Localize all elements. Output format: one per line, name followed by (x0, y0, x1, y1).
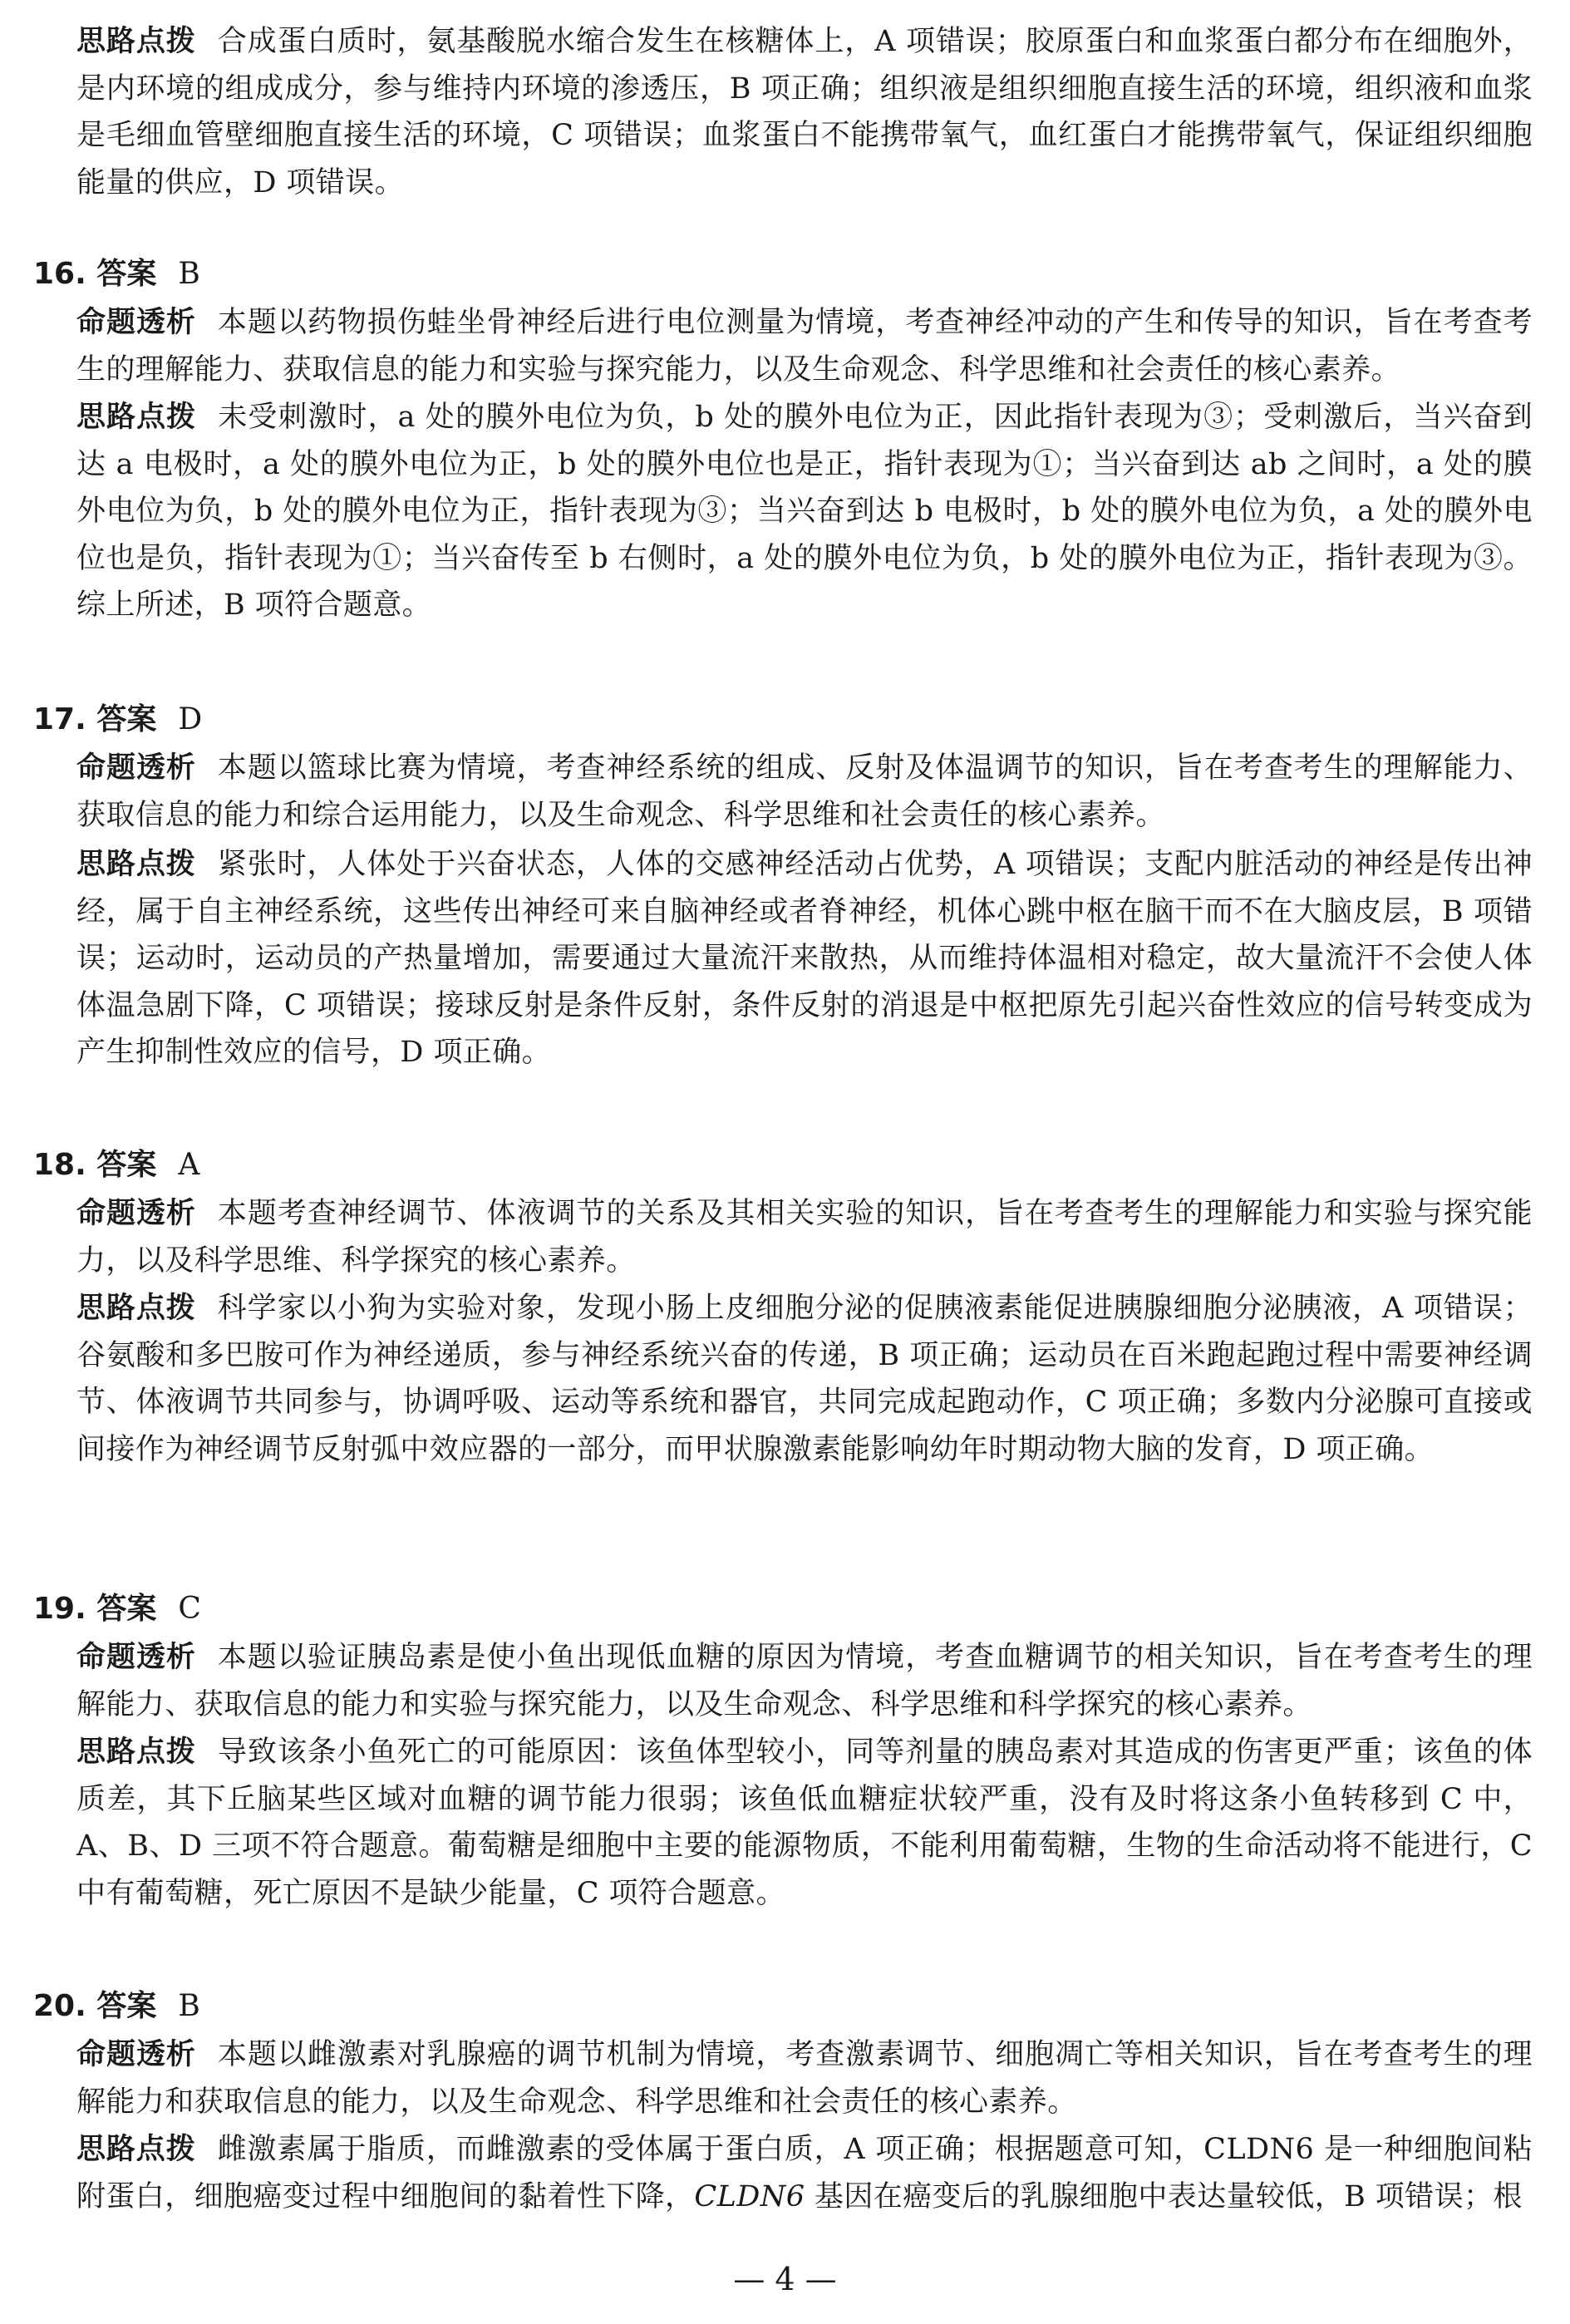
prev-hint-paragraph (76, 18, 1533, 206)
q16-answer-line (33, 251, 200, 298)
answer-value: D (178, 702, 203, 736)
gene-name: CLDN6 (694, 2179, 805, 2213)
answer-label: 答案 (96, 1989, 157, 2023)
q16-analysis (76, 299, 1533, 393)
answer-value: B (178, 1989, 200, 2023)
q19-answer-line (33, 1586, 201, 1632)
hint-text: 未受刺激时，a 处的膜外电位为负，b 处的膜外电位为正，因此指针表现为③；受刺激后，当兴奋到达 a 电极时，a 处的膜外电位为正，b 处的膜外电位也是正，指针表现为①；当兴奋到达 ab 之间时，a 处的膜外电位为负，b 处的膜外电位为正，指针表现为③；当兴奋到达 b 电极时，b 处的膜外电位为负，a 处的膜外电位也是负，指针表现为①；当兴奋传至 b 右侧时，a 处的膜外电位为负，b 处的膜外电位为正，指针表现为③。综上所述，B 项符合题意。 (76, 401, 1533, 622)
q17-answer-line (33, 697, 202, 743)
question-number: 17. (33, 702, 86, 736)
page-number: — 4 — (733, 2261, 837, 2297)
q16-hint (76, 394, 1533, 629)
answer-label: 答案 (96, 1148, 157, 1182)
q17-analysis (76, 745, 1533, 839)
q18-hint (76, 1285, 1533, 1473)
hint-label: 思路点拨 (76, 25, 196, 58)
hint-text: 合成蛋白质时，氨基酸脱水缩合发生在核糖体上，A 项错误；胶原蛋白和血浆蛋白都分布在细胞外，是内环境的组成成分，参与维持内环境的渗透压，B 项正确；组织液是组织细胞直接生活的环境，组织液和血浆是毛细血管壁细胞直接生活的环境，C 项错误；血浆蛋白不能携带氧气，血红蛋白才能携带氧气，保证组织细胞能量的供应，D 项错误。 (76, 25, 1533, 199)
question-number: 16. (33, 257, 86, 291)
hint-text: 科学家以小狗为实验对象，发现小肠上皮细胞分泌的促胰液素能促进胰腺细胞分泌胰液，A 项错误；谷氨酸和多巴胺可作为神经递质，参与神经系统兴奋的传递，B 项正确；运动员在百米跑起跑过程中需要神经调节、体液调节共同参与，协调呼吸、运动等系统和器官，共同完成起跑动作，C 项正确；多数内分泌腺可直接或间接作为神经调节反射弧中效应器的一部分，而甲状腺激素能影响幼年时期动物大脑的发育，D 项正确。 (76, 1292, 1533, 1466)
q20-hint (76, 2126, 1533, 2220)
analysis-label: 命题透析 (76, 751, 196, 785)
answer-label: 答案 (96, 257, 157, 291)
question-number: 19. (33, 1592, 86, 1626)
q17-hint (76, 841, 1533, 1076)
q18-answer-line (33, 1142, 199, 1189)
answer-label: 答案 (96, 702, 157, 736)
analysis-label: 命题透析 (76, 306, 196, 339)
analysis-text: 本题以篮球比赛为情境，考查神经系统的组成、反射及体温调节的知识，旨在考查考生的理解能力、获取信息的能力和综合运用能力，以及生命观念、科学思维和社会责任的核心素养。 (76, 751, 1533, 832)
hint-text: 紧张时，人体处于兴奋状态，人体的交感神经活动占优势，A 项错误；支配内脏活动的神经是传出神经，属于自主神经系统，这些传出神经可来自脑神经或者脊神经，机体心跳中枢在脑干而不在大脑皮层，B 项错误；运动时，运动员的产热量增加，需要通过大量流汗来散热，从而维持体温相对稳定，故大量流汗不会使人体体温急剧下降，C 项错误；接球反射是条件反射，条件反射的消退是中枢把原先引起兴奋性效应的信号转变成为产生抑制性效应的信号，D 项正确。 (76, 848, 1533, 1069)
hint-label: 思路点拨 (76, 1292, 196, 1325)
question-number: 20. (33, 1989, 86, 2023)
answer-label: 答案 (96, 1592, 157, 1626)
answer-value: C (178, 1592, 201, 1626)
hint-label: 思路点拨 (76, 2133, 196, 2166)
hint-text-part1: 雌激素属于脂质，而雌激素的受体属于蛋白质，A 项正确；根据题意可知，CLDN6 是一种细胞间粘附蛋白，细胞癌变过程中细胞间的黏着性下降， (76, 2133, 1533, 2213)
q20-answer-line (33, 1983, 200, 2030)
analysis-text: 本题以药物损伤蛙坐骨神经后进行电位测量为情境，考查神经冲动的产生和传导的知识，旨在考查考生的理解能力、获取信息的能力和实验与探究能力，以及生命观念、科学思维和社会责任的核心素养。 (76, 306, 1533, 387)
hint-label: 思路点拨 (76, 848, 196, 881)
analysis-label: 命题透析 (76, 1197, 196, 1230)
q20-analysis (76, 2031, 1533, 2125)
question-number: 18. (33, 1148, 86, 1182)
q19-hint (76, 1729, 1533, 1917)
analysis-text: 本题以雌激素对乳腺癌的调节机制为情境，考查激素调节、细胞凋亡等相关知识，旨在考查考生的理解能力和获取信息的能力，以及生命观念、科学思维和社会责任的核心素养。 (76, 2038, 1533, 2119)
q18-analysis (76, 1190, 1533, 1284)
analysis-text: 本题考查神经调节、体液调节的关系及其相关实验的知识，旨在考查考生的理解能力和实验与探究能力，以及科学思维、科学探究的核心素养。 (76, 1197, 1533, 1278)
hint-text: 导致该条小鱼死亡的可能原因：该鱼体型较小，同等剂量的胰岛素对其造成的伤害更严重；该鱼的体质差，其下丘脑某些区域对血糖的调节能力很弱；该鱼低血糖症状较严重，没有及时将这条小鱼转移到 C 中，A、B、D 三项不符合题意。葡萄糖是细胞中主要的能源物质，不能利用葡萄糖，生物的生命活动将不能进行，C 中有葡萄糖，死亡原因不是缺少能量，C 项符合题意。 (76, 1736, 1533, 1910)
analysis-text: 本题以验证胰岛素是使小鱼出现低血糖的原因为情境，考查血糖调节的相关知识，旨在考查考生的理解能力、获取信息的能力和实验与探究能力，以及生命观念、科学思维和科学探究的核心素养。 (76, 1641, 1533, 1721)
hint-label: 思路点拨 (76, 1736, 196, 1769)
q19-analysis (76, 1634, 1533, 1728)
answer-value: B (178, 257, 200, 291)
answer-value: A (178, 1148, 200, 1182)
hint-label: 思路点拨 (76, 401, 197, 434)
hint-text-part2: 基因在癌变后的乳腺细胞中表达量较低，B 项错误；根 (805, 2179, 1523, 2213)
analysis-label: 命题透析 (76, 2038, 196, 2071)
analysis-label: 命题透析 (76, 1641, 196, 1674)
